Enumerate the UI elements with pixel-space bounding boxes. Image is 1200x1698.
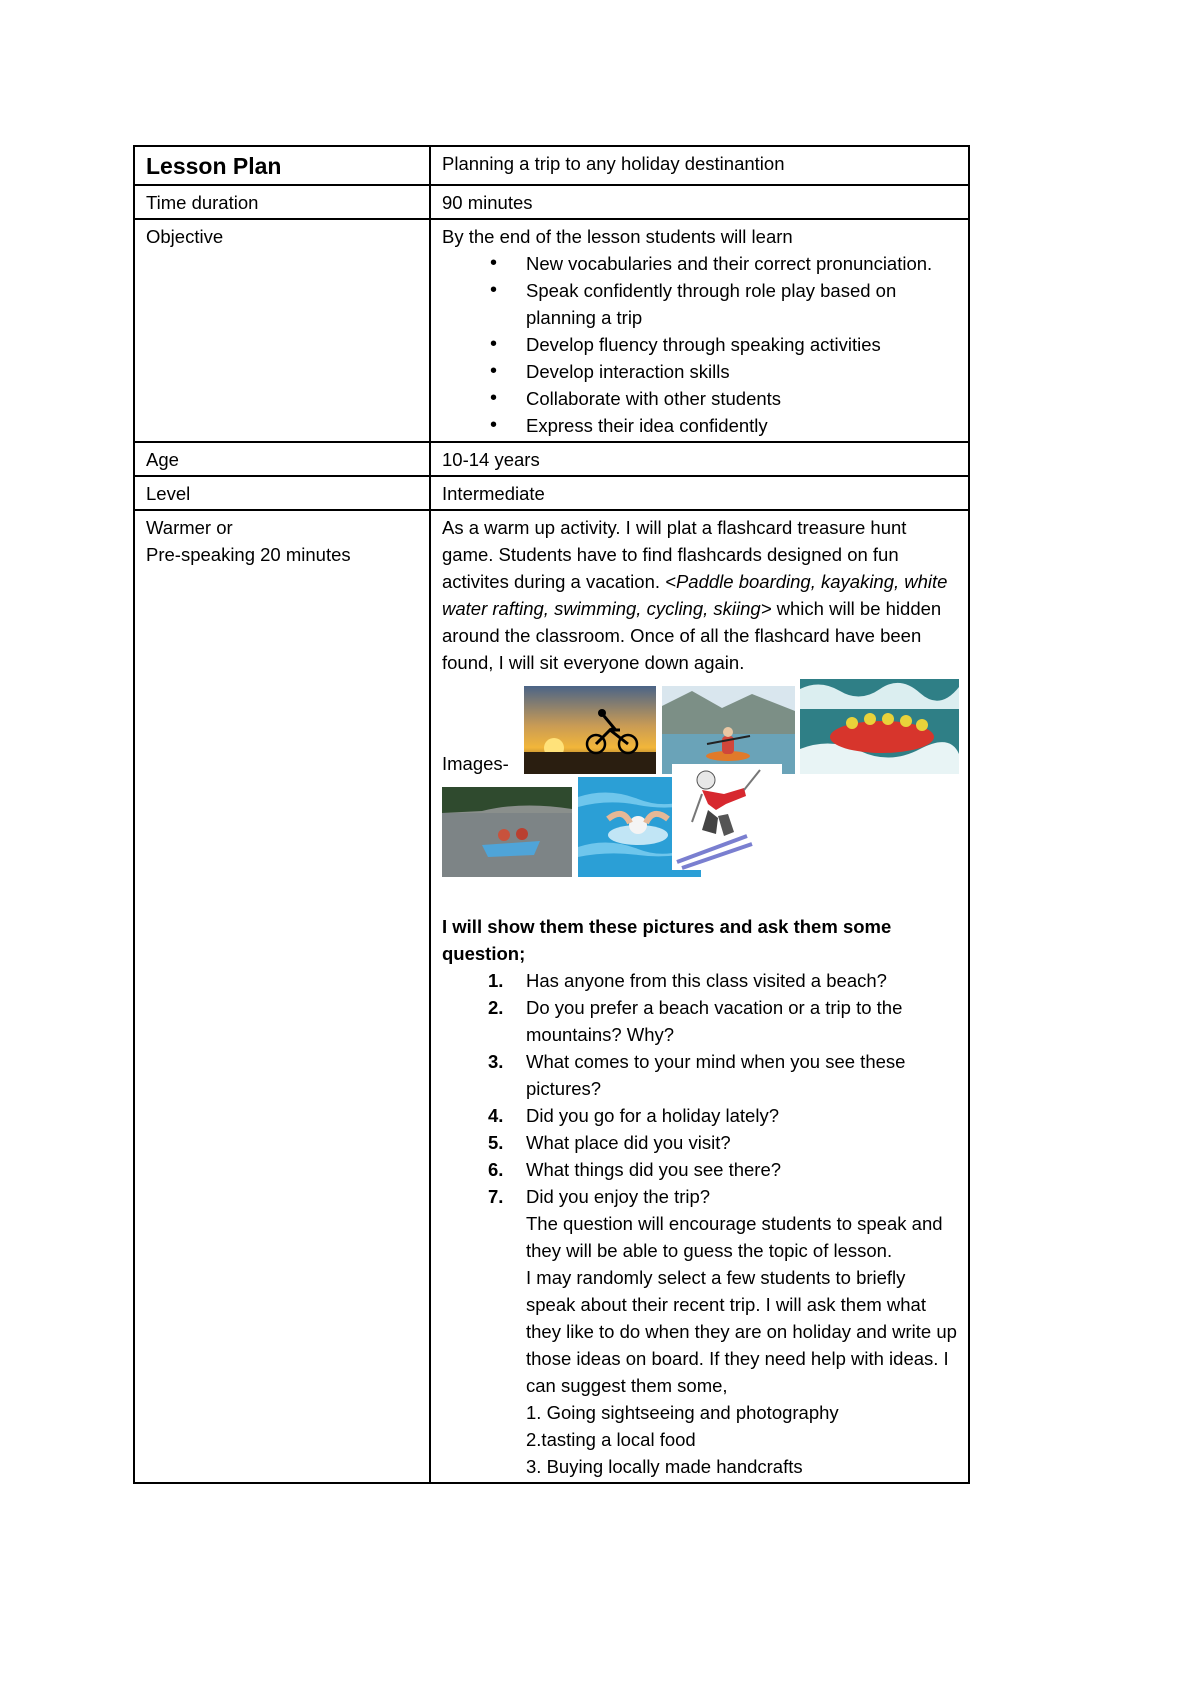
images-label: Images-: [442, 753, 509, 774]
follow-up-block: [442, 1210, 957, 1480]
list-item: [488, 1156, 957, 1183]
question-number: 2.: [488, 997, 504, 1018]
list-item: • Develop fluency through speaking activities: [526, 331, 957, 358]
list-item: • New vocabularies and their correct pronunciation.: [526, 250, 957, 277]
row-objective: [134, 219, 969, 442]
lesson-plan-title: Lesson Plan: [146, 153, 282, 179]
row-age: [134, 442, 969, 476]
list-item: • Express their idea confidently: [526, 412, 957, 439]
question-list: [442, 967, 957, 1210]
question-number: 6.: [488, 1159, 504, 1180]
warmer-label-line1: Warmer or: [146, 517, 233, 538]
lesson-topic-cell: [430, 146, 969, 185]
time-duration-label: Time duration: [134, 185, 430, 219]
pedal-boat-image: [442, 787, 572, 877]
question-text: What things did you see there?: [526, 1159, 782, 1180]
white-water-rafting-image: [800, 679, 959, 774]
warmer-text-start: As a warm up activity. I will plat a flashcard treasure hunt game. Students have to find flashcards designed on fun activites during a vacation.: [442, 517, 907, 592]
question-number: 3.: [488, 1051, 504, 1072]
follow-up-1: The question will encourage students to speak and they will be able to guess the topic of lesson.: [526, 1213, 943, 1261]
suggestion-item: 2.tasting a local food: [526, 1429, 696, 1450]
list-item: [488, 1183, 957, 1210]
row-header: [134, 146, 969, 185]
level-value: Intermediate: [430, 476, 969, 510]
list-item: • Develop interaction skills: [526, 358, 957, 385]
list-item: • Collaborate with other students: [526, 385, 957, 412]
question-prompt: I will show them these pictures and ask them some question;: [442, 916, 892, 964]
list-item: [488, 1048, 957, 1102]
question-number: 4.: [488, 1105, 504, 1126]
suggestion-item: 3. Buying locally made handcrafts: [526, 1456, 803, 1477]
suggestion-item: 1. Going sightseeing and photography: [526, 1402, 839, 1423]
question-text: What comes to your mind when you see these pictures?: [526, 1051, 906, 1099]
list-item: [488, 994, 957, 1048]
time-duration-value: 90 minutes: [430, 185, 969, 219]
follow-up-2: I may randomly select a few students to briefly speak about their recent trip. I will ask them what they like to do when they are on holiday and write up those ideas on board. If they need help with ideas. I can suggest them some,: [526, 1267, 957, 1396]
question-text: What place did you visit?: [526, 1132, 731, 1153]
question-text: Has anyone from this class visited a beach?: [526, 970, 887, 991]
lesson-topic: Planning a trip to any holiday destinantion: [442, 153, 785, 174]
level-label: Level: [134, 476, 430, 510]
row-time-duration: [134, 185, 969, 219]
question-text: Do you prefer a beach vacation or a trip to the mountains? Why?: [526, 997, 903, 1045]
warmer-cell: [430, 510, 969, 1483]
objective-cell: [430, 219, 969, 442]
objective-list: [442, 250, 957, 439]
spacer: [442, 886, 957, 913]
list-item: • Speak confidently through role play based on planning a trip: [526, 277, 957, 331]
kayaker-lake-image: [662, 686, 795, 774]
warmer-activities-italic: <Paddle boarding, kayaking, white water rafting, swimming, cycling, skiing>: [442, 571, 948, 619]
warmer-paragraph: [442, 514, 957, 676]
objective-label: Objective: [134, 219, 430, 442]
row-warmer: [134, 510, 969, 1483]
flashcard-images: [442, 676, 957, 886]
skier-image: [672, 764, 782, 870]
question-number: 7.: [488, 1186, 504, 1207]
warmer-label-cell: [134, 510, 430, 1483]
question-number: 5.: [488, 1132, 504, 1153]
age-value: 10-14 years: [430, 442, 969, 476]
list-item: [488, 1102, 957, 1129]
list-item: [488, 967, 957, 994]
lesson-plan-label-cell: [134, 146, 430, 185]
question-text: Did you enjoy the trip?: [526, 1186, 711, 1207]
warmer-label-line2: Pre-speaking 20 minutes: [146, 544, 351, 565]
age-label: Age: [134, 442, 430, 476]
warmer-text-end: which will be hidden around the classroom. Once of all the flashcard have been found, I will sit everyone down again.: [442, 598, 942, 673]
question-number: 1.: [488, 970, 504, 991]
list-item: [488, 1129, 957, 1156]
lesson-plan-table: [133, 145, 970, 1484]
objective-intro: By the end of the lesson students will learn: [442, 226, 793, 247]
row-level: [134, 476, 969, 510]
question-text: Did you go for a holiday lately?: [526, 1105, 779, 1126]
cyclist-sunset-image: [524, 686, 656, 774]
